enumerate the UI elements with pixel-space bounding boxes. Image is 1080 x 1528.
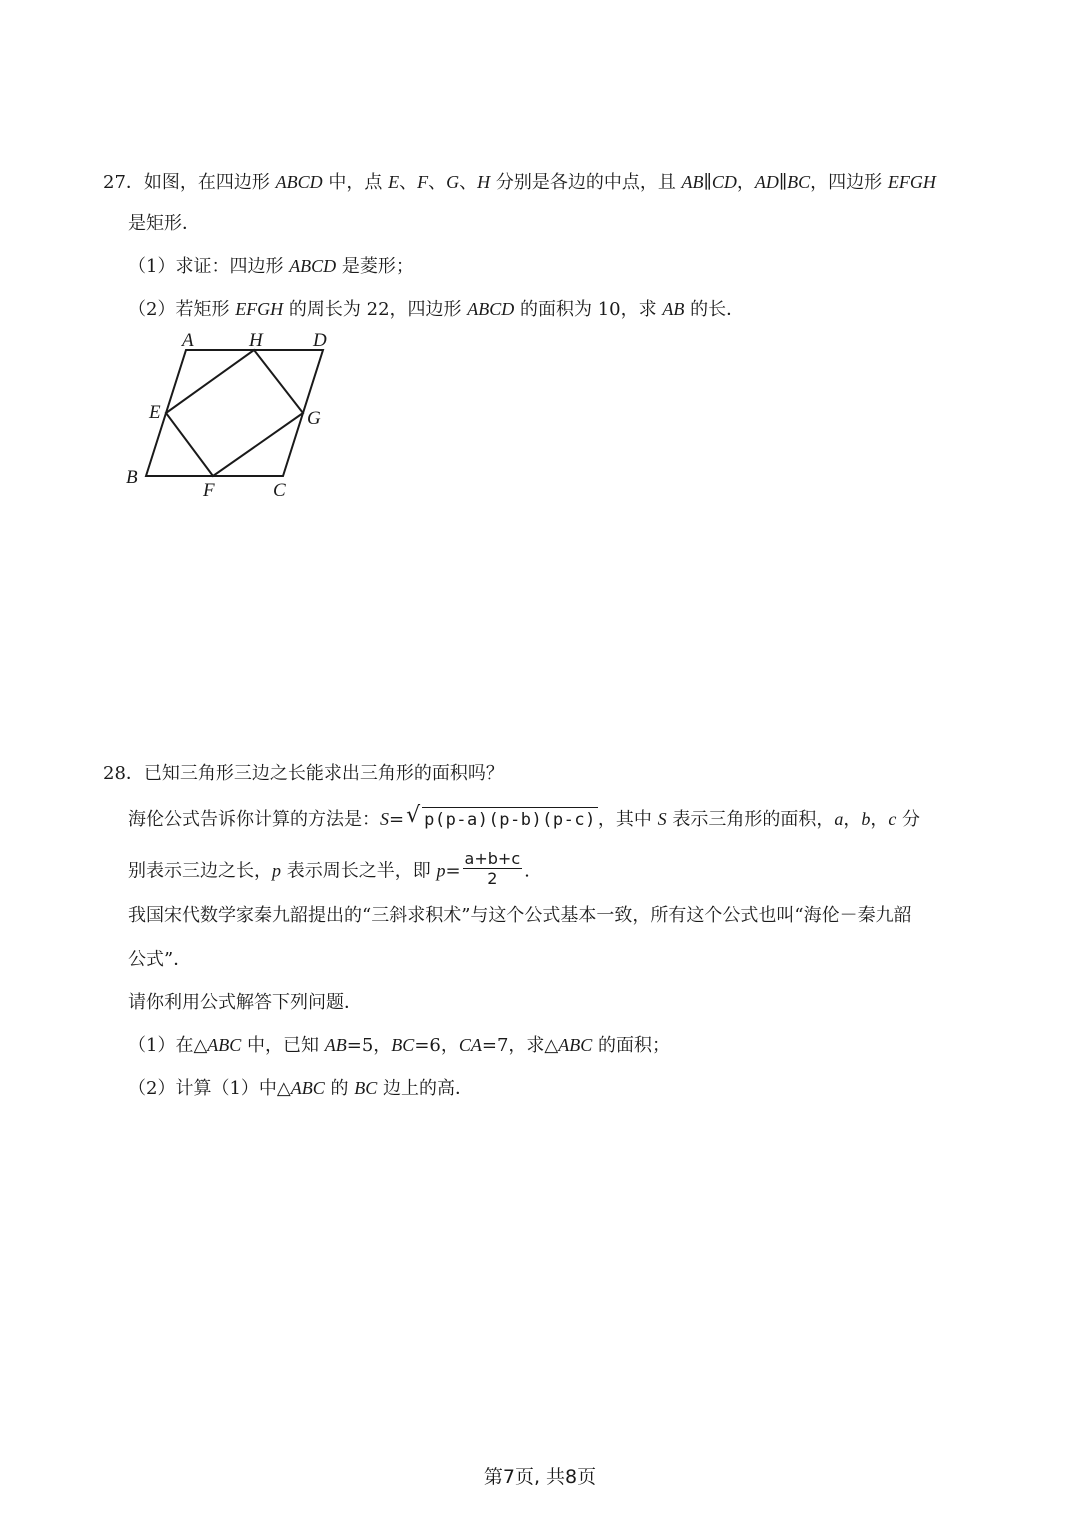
- page-footer: 第7页, 共8页: [483, 1466, 597, 1488]
- q27-sep: ，: [736, 172, 755, 193]
- var-b: b: [861, 809, 871, 829]
- q28-text: 表示三角形的面积，: [666, 809, 835, 830]
- q28-period: .: [524, 860, 530, 882]
- sqrt-expression: [406, 803, 598, 832]
- q28-line4: 公式”．: [128, 949, 192, 970]
- q27-point: G: [446, 172, 460, 192]
- q27-part2-text: 的面积为 10，求: [514, 299, 663, 320]
- q28-text: 边上的高．: [377, 1078, 473, 1099]
- q27-part1-tail: 是菱形；: [336, 256, 414, 277]
- rectangle-efgh: [166, 350, 303, 476]
- label-a: A: [182, 330, 194, 351]
- seg-ca: CA: [458, 1035, 482, 1055]
- q28-sep: ，: [870, 809, 889, 830]
- q28-line2: [128, 849, 530, 891]
- q27-sep: 、: [459, 172, 478, 193]
- seg-bc: BC: [391, 1035, 415, 1055]
- q28-text: 表示周长之半，即: [281, 860, 437, 882]
- q27-text: ，四边形: [810, 172, 888, 193]
- q28-number: 28．: [103, 763, 144, 784]
- var-c: c: [888, 809, 897, 829]
- label-e: E: [149, 402, 161, 423]
- q28-part1: [128, 1033, 670, 1058]
- triangle-abc: ABC: [558, 1035, 593, 1055]
- q28-line1: [103, 762, 504, 786]
- q28-text: 的: [324, 1078, 355, 1099]
- var-s: S: [380, 809, 389, 829]
- q28-line3: 我国宋代数学家秦九韶提出的“三斜求积术”与这个公式基本一致，所有这个公式也叫“海伦－秦九韶: [128, 905, 912, 926]
- label-f: F: [203, 480, 215, 501]
- var-a: a: [834, 809, 844, 829]
- q27-part2-rect: EFGH: [235, 299, 284, 319]
- radicand: p(p-a)(p-b)(p-c): [422, 807, 598, 832]
- q28-text: =6，: [414, 1035, 459, 1056]
- seg-bc: BC: [354, 1078, 378, 1098]
- q28-part2-label: （2）计算（1）中△: [128, 1078, 291, 1099]
- q28-question: 已知三角形三边之长能求出三角形的面积吗？: [143, 763, 504, 784]
- q28-text: 的面积；: [592, 1035, 670, 1056]
- q27-part1-label: （1）求证：四边形: [128, 256, 290, 277]
- equals-sign: =: [389, 809, 405, 830]
- q27-text: 如图，在四边形: [143, 172, 276, 193]
- q27-quad-abcd: ABCD: [275, 172, 323, 192]
- equals-sign: =: [445, 860, 461, 882]
- q27-point: E: [388, 172, 400, 192]
- q27-part2-quad: ABCD: [467, 299, 515, 319]
- q27-point: H: [477, 172, 491, 192]
- sqrt-icon: √: [406, 803, 421, 828]
- q28-text: =5，: [346, 1035, 392, 1056]
- label-c: C: [273, 480, 286, 501]
- var-p: p: [272, 860, 281, 881]
- q28-line5: 请你利用公式解答下列问题．: [128, 992, 362, 1013]
- q28-text: 中，已知: [241, 1035, 325, 1056]
- q27-parallel: AB∥CD: [681, 172, 737, 192]
- q27-quad-efgh: EFGH: [887, 172, 936, 192]
- label-d: D: [313, 330, 327, 351]
- q27-figure: [0, 0, 1080, 520]
- q28-text: 分: [896, 809, 921, 830]
- label-b: B: [126, 467, 138, 488]
- q27-sep: 、: [428, 172, 447, 193]
- q28-heron-line: [128, 803, 921, 832]
- q28-text: =7，求△: [481, 1035, 559, 1056]
- q27-sep: 、: [399, 172, 418, 193]
- q28-sep: ，: [843, 809, 862, 830]
- q27-text: 中，点: [322, 172, 389, 193]
- triangle-abc: ABC: [290, 1078, 325, 1098]
- triangle-abc: ABC: [207, 1035, 242, 1055]
- var-p: p: [436, 860, 446, 881]
- q27-parallel: AD∥BC: [754, 172, 811, 192]
- q28-text: 别表示三边之长，: [128, 860, 272, 882]
- q28-part1-label: （1）在△: [128, 1035, 208, 1056]
- q28-part2: [128, 1076, 473, 1101]
- fraction-numerator: a+b+c: [464, 849, 521, 868]
- q27-text: 分别是各边的中点，且: [490, 172, 682, 193]
- q27-part2-text: 的周长为 22，四边形: [283, 299, 468, 320]
- q27-number: 27．: [103, 172, 144, 193]
- quadrilateral-abcd: [146, 350, 323, 476]
- q27-part2-label: （2）若矩形: [128, 299, 236, 320]
- q27-part2-tail: 的长．: [684, 299, 745, 320]
- q27-line2: 是矩形．: [128, 213, 200, 234]
- fraction-denominator: 2: [487, 869, 498, 888]
- q28-text: ，其中: [597, 809, 658, 830]
- var-s: S: [657, 809, 667, 829]
- q28-text: 海伦公式告诉你计算的方法是：: [128, 809, 380, 830]
- label-g: G: [307, 408, 321, 429]
- seg-ab: AB: [324, 1035, 347, 1055]
- q27-part2-seg: AB: [662, 299, 685, 319]
- label-h: H: [249, 330, 263, 351]
- q27-point: F: [417, 172, 429, 192]
- q27-part1-quad: ABCD: [289, 256, 337, 276]
- fraction: [463, 850, 523, 889]
